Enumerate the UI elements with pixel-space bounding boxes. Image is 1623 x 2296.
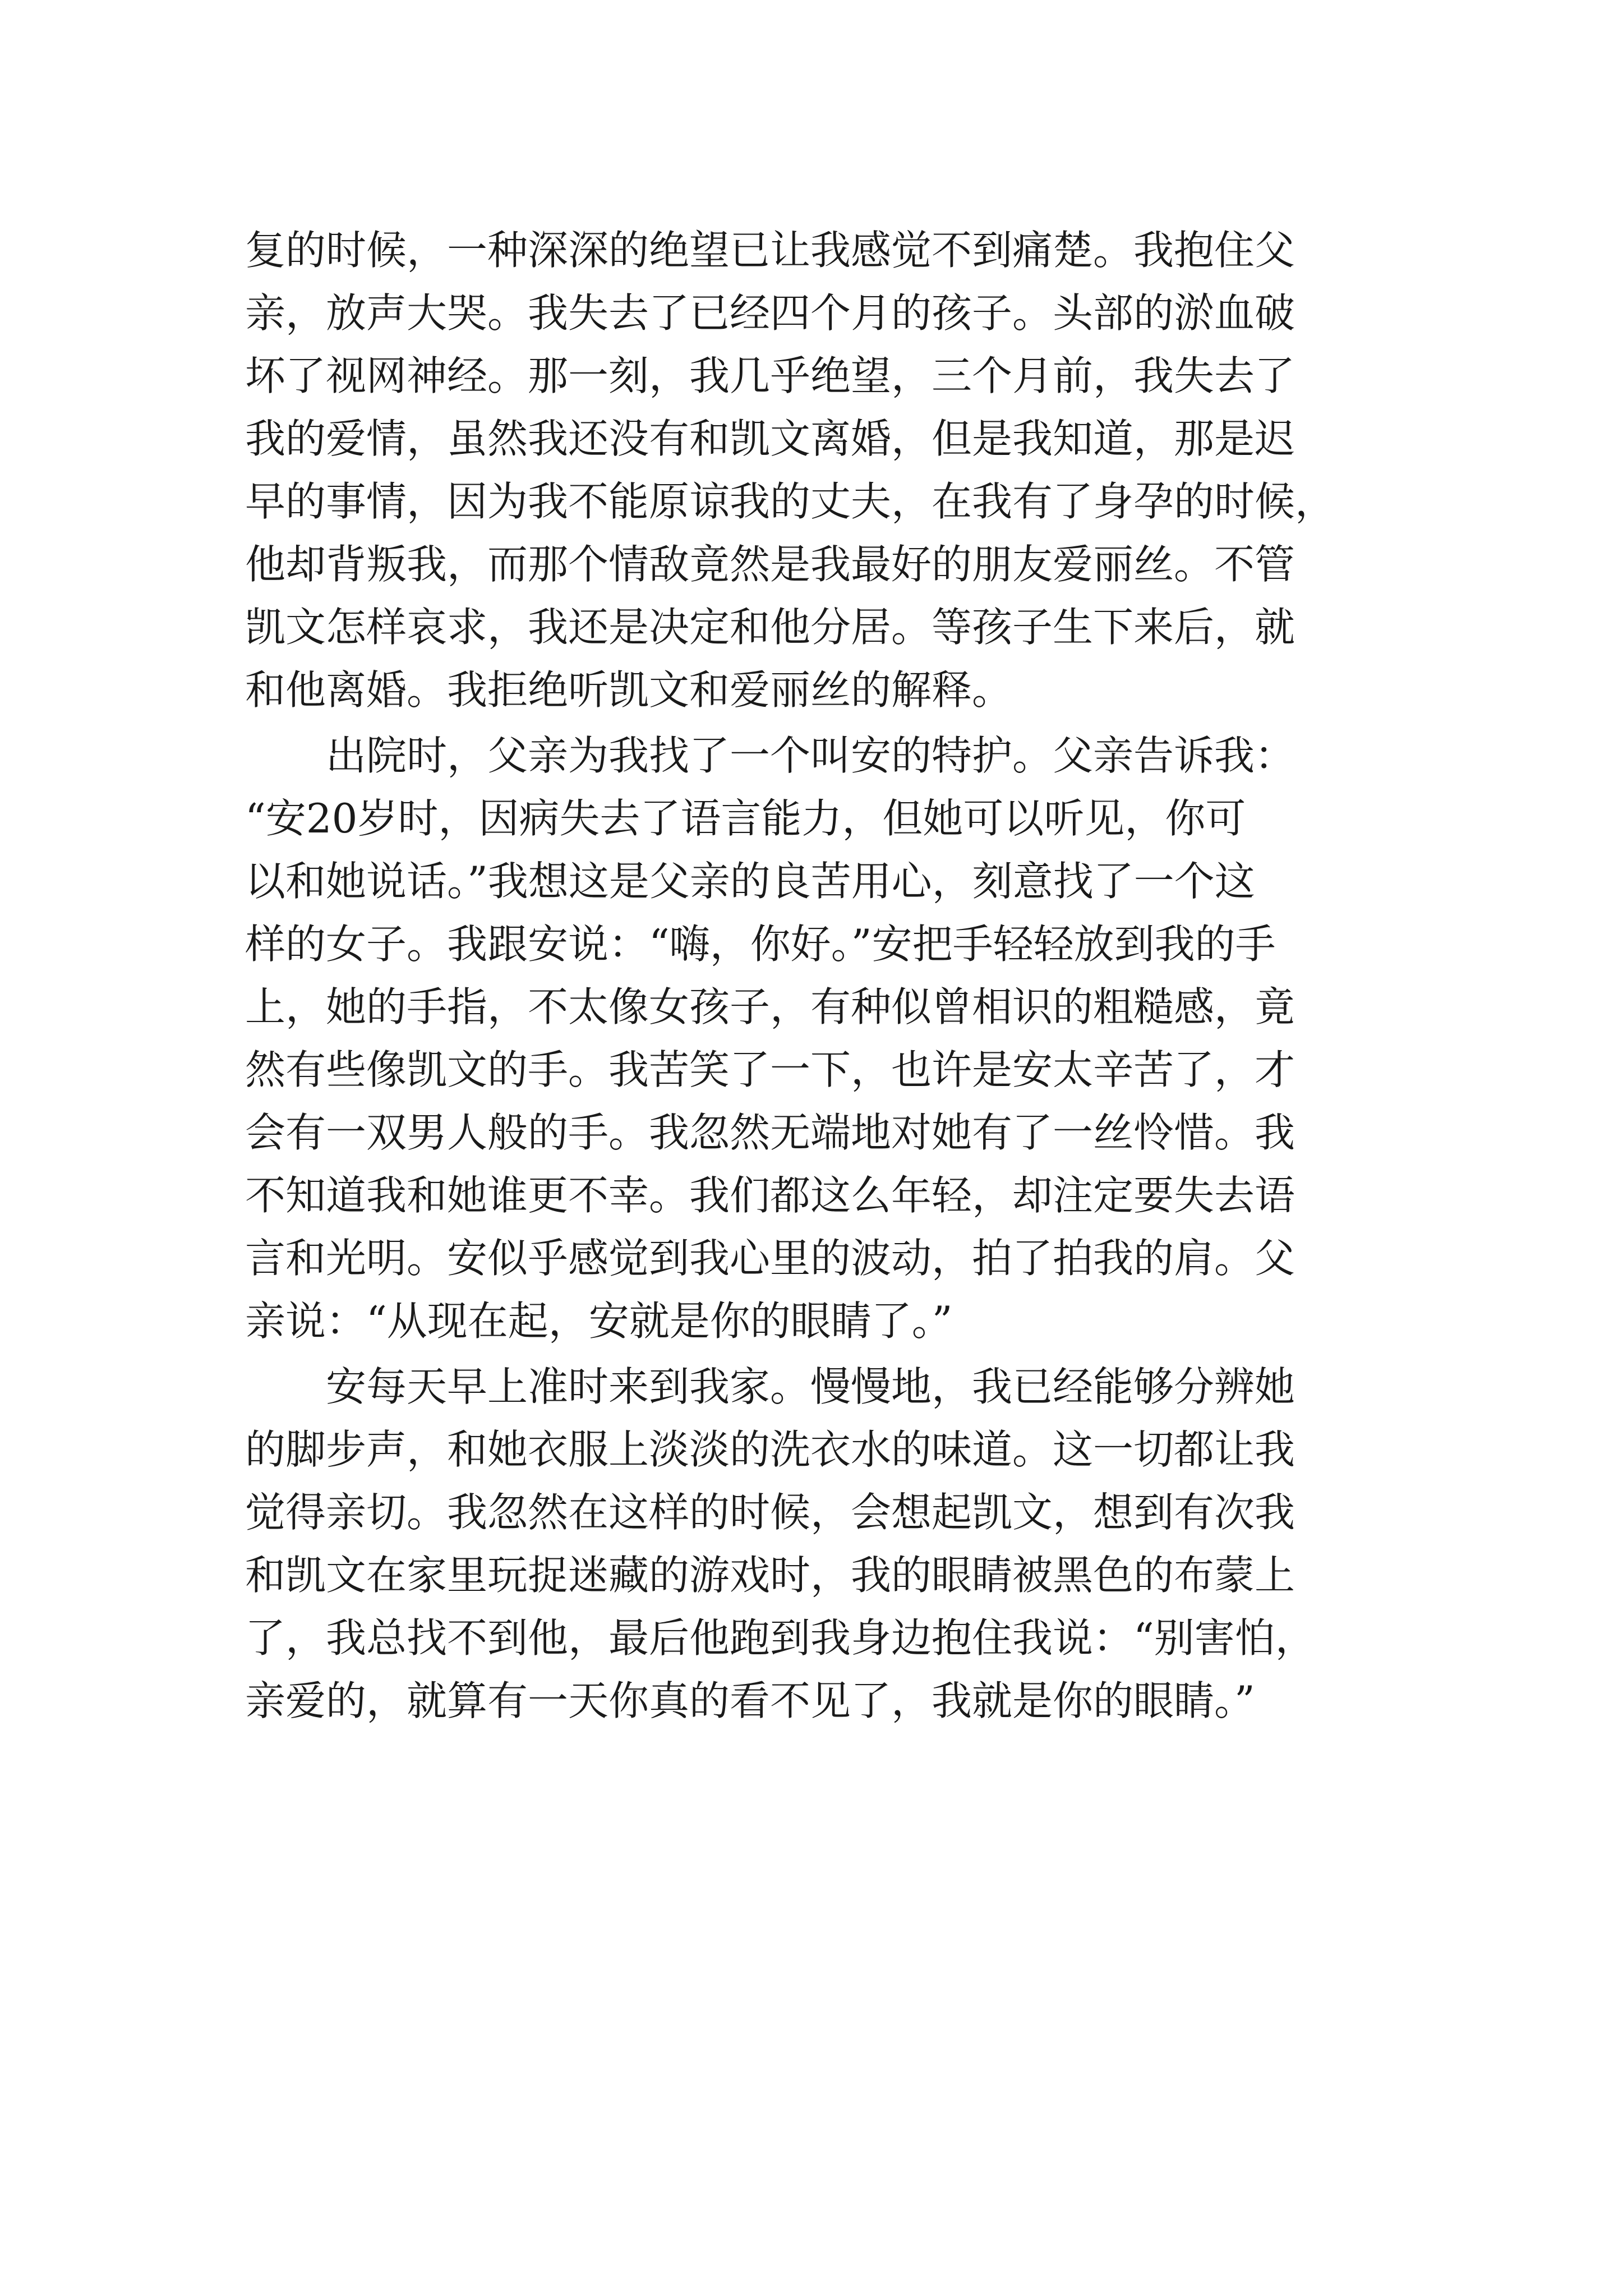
text-line: 亲，放声大哭。我失去了已经四个月的孩子。头部的淤血破: [245, 289, 1295, 337]
text-line: 上，她的手指，不太像女孩子，有种似曾相识的粗糙感，竟: [245, 983, 1295, 1030]
text-line: 会有一双男人般的手。我忽然无端地对她有了一丝怜惜。我: [245, 1109, 1295, 1156]
text-line: 和他离婚。我拒绝听凯文和爱丽丝的解释。: [245, 666, 1013, 714]
text-line: 安每天早上准时来到我家。慢慢地，我已经能够分辨她: [326, 1363, 1295, 1410]
text-line: “安20岁时，因病失去了语言能力，但她可以听见，你可: [245, 795, 1246, 842]
paragraph: [245, 1355, 1395, 1732]
text-line: 亲说：“从现在起，安就是你的眼睛了。”: [245, 1297, 953, 1345]
text-line: 以和她说话。”我想这是父亲的良苦用心，刻意找了一个这: [245, 858, 1255, 905]
body-text: [245, 219, 1395, 1732]
text-line: 然有些像凯文的手。我苦笑了一下，也许是安太辛苦了，才: [245, 1046, 1295, 1093]
text-line: 复的时候，一种深深的绝望已让我感觉不到痛楚。我抱住父: [245, 227, 1295, 274]
text-line: 出院时，父亲为我找了一个叫安的特护。父亲告诉我：: [326, 732, 1295, 779]
text-line: 样的女子。我跟安说：“嗨，你好。”安把手轻轻放到我的手: [245, 921, 1276, 968]
text-line: 我的爱情，虽然我还没有和凯文离婚，但是我知道，那是迟: [245, 415, 1295, 462]
text-line: 的脚步声，和她衣服上淡淡的洗衣水的味道。这一切都让我: [245, 1426, 1295, 1473]
text-line: 和凯文在家里玩捉迷藏的游戏时，我的眼睛被黑色的布蒙上: [245, 1552, 1295, 1599]
text-line: 坏了视网神经。那一刻，我几乎绝望，三个月前，我失去了: [245, 352, 1295, 399]
text-line: 他却背叛我，而那个情敌竟然是我最好的朋友爱丽丝。不管: [245, 541, 1295, 588]
text-line: 早的事情，因为我不能原谅我的丈夫，在我有了身孕的时候，: [245, 478, 1336, 525]
text-line: 觉得亲切。我忽然在这样的时候，会想起凯文，想到有次我: [245, 1489, 1295, 1536]
text-line: 了，我总找不到他，最后他跑到我身边抱住我说：“别害怕，: [245, 1614, 1316, 1662]
text-line: 言和光明。安似乎感觉到我心里的波动，拍了拍我的肩。父: [245, 1235, 1295, 1282]
text-line: 亲爱的，就算有一天你真的看不见了，我就是你的眼睛。”: [245, 1677, 1255, 1724]
text-line: 不知道我和她谁更不幸。我们都这么年轻，却注定要失去语: [245, 1172, 1295, 1219]
paragraph: [245, 219, 1395, 721]
paragraph: [245, 724, 1395, 1352]
text-line: 凯文怎样哀求，我还是决定和他分居。等孩子生下来后，就: [245, 604, 1295, 651]
